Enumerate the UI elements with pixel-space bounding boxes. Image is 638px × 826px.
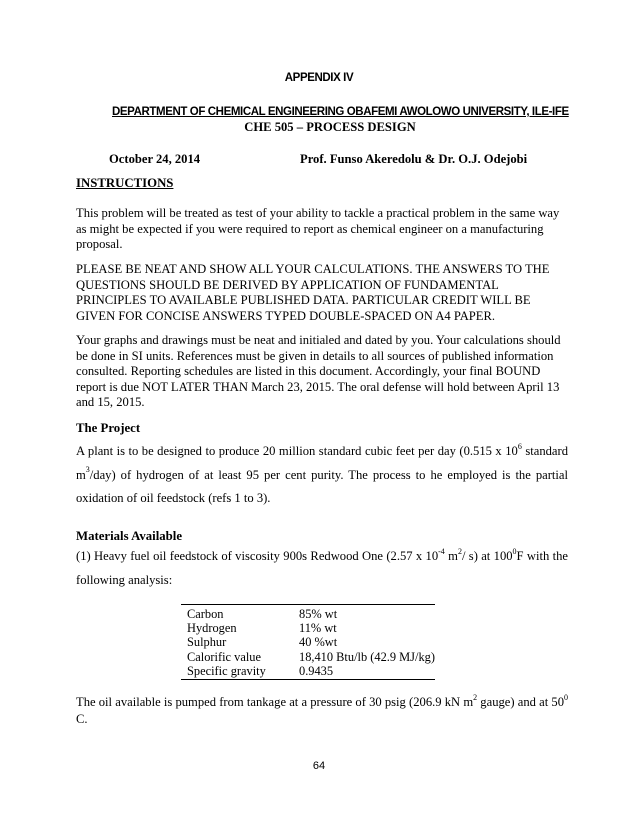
analysis-value: 0.9435 — [299, 663, 334, 678]
course-title: CHE 505 – PROCESS DESIGN — [244, 120, 416, 134]
instructions-paragraph-3: Your graphs and drawings must be neat and initialed and dated by you. Your calculations should be done in SI units. References must be given in details to all sources of published information consulted. Reporting schedules are listed in this document. Accordingly, your final BOUND report is due NOT LATER THAN March 23, 2015. The oral defense will hold between April 13 and 15, 2015. — [76, 333, 561, 410]
analysis-name: Carbon — [187, 607, 224, 621]
analysis-name: Specific gravity — [187, 663, 266, 678]
analysis-name: Hydrogen — [187, 621, 237, 636]
department-heading: DEPARTMENT OF CHEMICAL ENGINEERING OBAFEMI AWOLOWO UNIVERSITY, ILE-IFE — [112, 106, 569, 118]
document-date: October 24, 2014 — [109, 152, 201, 166]
page-number: 64 — [312, 760, 326, 772]
instructions-heading: INSTRUCTIONS — [76, 176, 174, 190]
analysis-value: 40 %wt — [299, 635, 338, 650]
table-row — [181, 621, 435, 635]
analysis-value: 11% wt — [299, 621, 337, 636]
pumping-paragraph: The oil available is pumped from tankage at a pressure of 30 psig (206.9 kN $m^2$ gauge) and at $50^0$ C. — [76, 692, 568, 726]
appendix-title: APPENDIX IV — [284, 72, 354, 84]
project-paragraph: A plant is to be designed to produce 20 million standard cubic feet per day (0.515 x $10^6$ standard $m^3/day$) of hydrogen of at least 95 per cent purity. The process to he employed is the partial oxidation of oil feedstock (refs 1 to 3). — [76, 441, 568, 505]
project-heading: The Project — [76, 421, 141, 435]
analysis-name: Calorific value — [187, 649, 261, 664]
instructions-paragraph-2: PLEASE BE NEAT AND SHOW ALL YOUR CALCULATIONS. THE ANSWERS TO THE QUESTIONS SHOULD BE DERIVED BY APPLICATION OF FUNDAMENTAL PRINCIPLES TO AVAILABLE PUBLISHED DATA. PARTICULAR CREDIT WILL BE GIVEN FOR CONCISE ANSWERS TYPED DOUBLE-SPACED ON A4 PAPER. — [76, 262, 550, 323]
table-row — [181, 650, 435, 664]
materials-paragraph: (1) Heavy fuel oil feedstock of viscosity 900s Redwood One (2.57 x $10^{-4}$ $m^2/$ s) at $100^0F$ with the following analysis: — [76, 546, 568, 587]
feedstock-analysis-table — [181, 604, 435, 680]
analysis-value: 85% wt — [299, 607, 338, 621]
instructor-names: Prof. Funso Akeredolu & Dr. O.J. Odejobi — [300, 152, 528, 166]
instructions-paragraph-1: This problem will be treated as test of your ability to tackle a practical problem in the same way as might be expected if you were required to report as chemical engineer on a manufacturing proposal. — [76, 206, 560, 252]
analysis-name: Sulphur — [187, 635, 227, 650]
analysis-value: 18,410 Btu/lb (42.9 MJ/kg) — [299, 649, 435, 664]
table-row — [181, 635, 435, 649]
materials-heading: Materials Available — [76, 529, 183, 543]
table-row — [181, 664, 435, 680]
table-row — [181, 605, 435, 622]
